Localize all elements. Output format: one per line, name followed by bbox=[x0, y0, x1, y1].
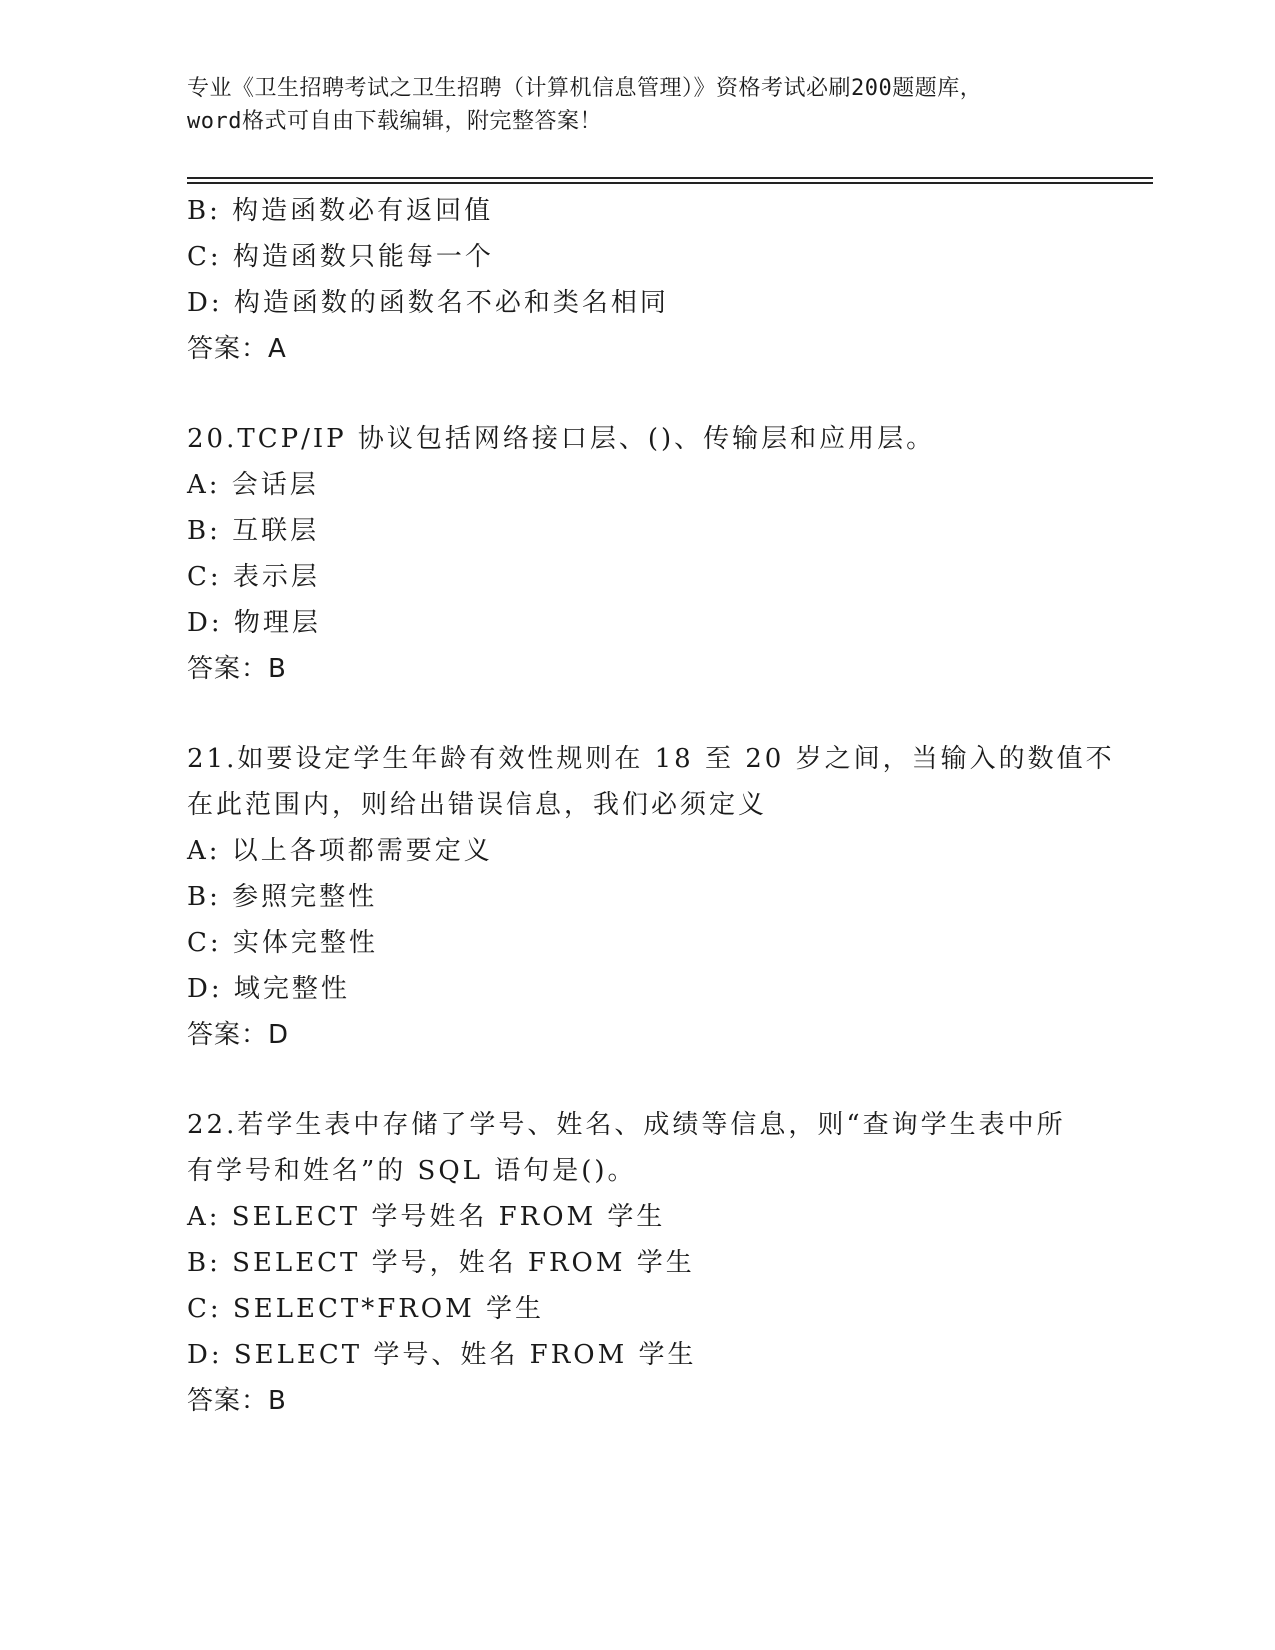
question-22 bbox=[187, 1102, 1087, 1424]
question-list bbox=[187, 188, 1115, 1424]
option-a: A: 会话层 bbox=[187, 470, 319, 500]
question-text-line-1: 21.如要设定学生年龄有效性规则在 18 至 20 岁之间，当输入的数值不 bbox=[187, 744, 1115, 774]
option-a: A: 以上各项都需要定义 bbox=[187, 836, 493, 866]
option-c: C: 表示层 bbox=[187, 562, 320, 592]
document-header bbox=[187, 72, 1087, 138]
option-d: D: 域完整性 bbox=[187, 974, 350, 1004]
answer-line: 答案：B bbox=[187, 654, 287, 684]
option-b: B: 构造函数必有返回值 bbox=[187, 196, 494, 226]
header-line-2: word格式可自由下载编辑，附完整答案！ bbox=[187, 109, 602, 134]
header-divider-bottom bbox=[187, 182, 1153, 184]
option-d: D: 构造函数的函数名不必和类名相同 bbox=[187, 288, 669, 318]
answer-line: 答案：B bbox=[187, 1386, 287, 1416]
previous-question-block bbox=[187, 188, 1087, 372]
answer-line: 答案：A bbox=[187, 334, 287, 364]
option-b: B: 互联层 bbox=[187, 516, 320, 546]
option-d: D: SELECT 学号、姓名 FROM 学生 bbox=[187, 1340, 697, 1370]
option-b: B: 参照完整性 bbox=[187, 882, 378, 912]
question-text-line-2: 有学号和姓名”的 SQL 语句是()。 bbox=[187, 1156, 637, 1186]
question-text-line-2: 在此范围内，则给出错误信息，我们必须定义 bbox=[187, 790, 768, 820]
question-text-line-1: 22.若学生表中存储了学号、姓名、成绩等信息，则“查询学生表中所 bbox=[187, 1110, 1066, 1140]
option-a: A: SELECT 学号姓名 FROM 学生 bbox=[187, 1202, 666, 1232]
header-line-1: 专业《卫生招聘考试之卫生招聘（计算机信息管理）》资格考试必刷200题题库， bbox=[187, 76, 983, 101]
question-text: 20.TCP/IP 协议包括网络接口层、()、传输层和应用层。 bbox=[187, 424, 936, 454]
option-c: C: SELECT*FROM 学生 bbox=[187, 1294, 545, 1324]
header-divider-top bbox=[187, 177, 1153, 179]
option-b: B: SELECT 学号，姓名 FROM 学生 bbox=[187, 1248, 695, 1278]
answer-line: 答案：D bbox=[187, 1020, 290, 1050]
option-c: C: 实体完整性 bbox=[187, 928, 378, 958]
question-20 bbox=[187, 416, 1087, 692]
option-c: C: 构造函数只能每一个 bbox=[187, 242, 494, 272]
question-21 bbox=[187, 736, 1115, 1058]
option-d: D: 物理层 bbox=[187, 608, 321, 638]
